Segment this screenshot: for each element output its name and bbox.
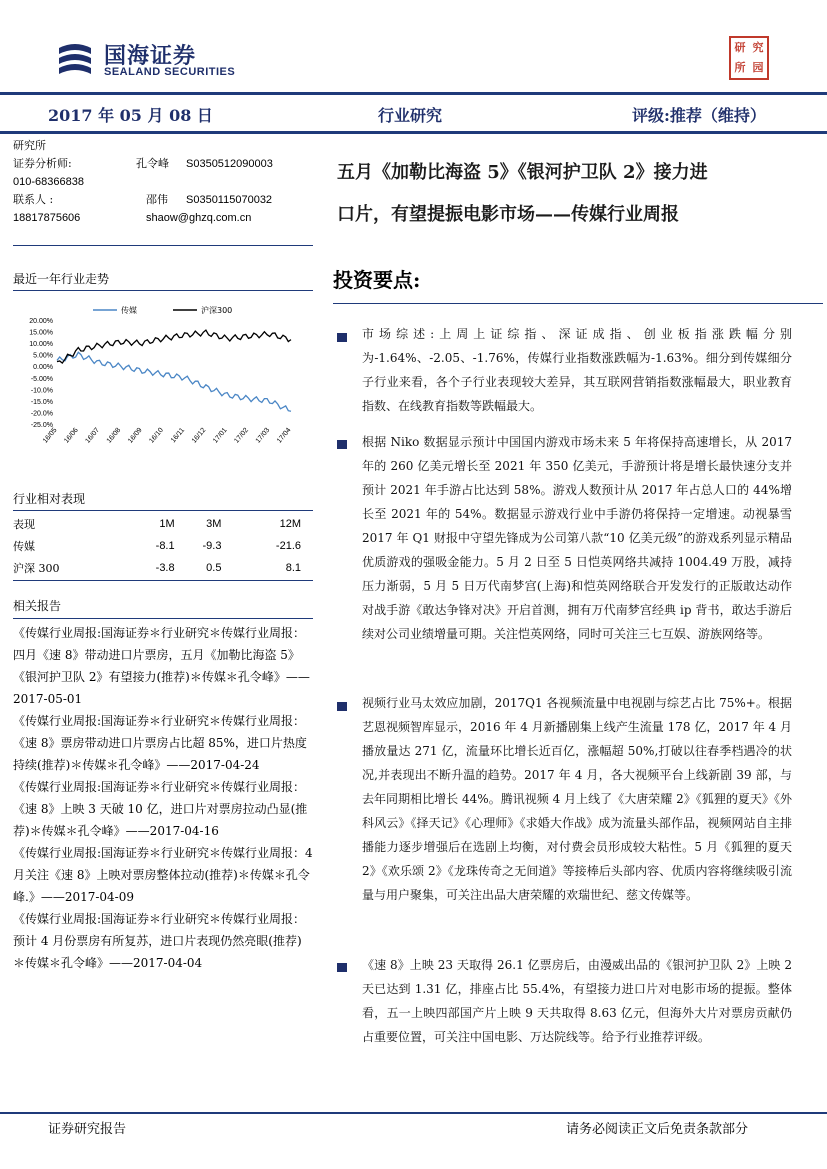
contact-id: S0350115070032 <box>186 194 273 206</box>
sealand-logo-icon <box>55 40 95 80</box>
legend-label: 沪深300 <box>201 306 233 315</box>
table-cell: 0.5 <box>206 562 222 574</box>
divider <box>13 618 313 619</box>
x-tick-label: 16/11 <box>169 426 187 445</box>
divider <box>333 303 823 304</box>
x-tick-label: 16/06 <box>63 426 80 445</box>
table-header: 表现 <box>13 518 35 531</box>
y-tick-label: 5.00% <box>33 352 53 360</box>
brand-name-cn: 国海证券 <box>104 44 197 69</box>
key-point-paragraph: 根据 Niko 数据显示预计中国国内游戏市场未来 5 年将保持高速增长，从 2017 年的 260 亿美元增长至 2021 年 350 亿美元，手游预计将是增长最快速分支并预计 2021 年手游占比达到 58%。游戏人数预计从 2017 年占总人口的 44%增长至 2021 年的 54%。数据显示游戏行业中手游仍将保持一定增速。动视暴雪 2017 年 Q1 财报中守望先锋成为公司第八款“10 亿美元级”的游戏系列显示精品优质游戏的强吸金能力。5 月 2 日至 5 日恺英网络共减持 1004.49 万股，减持压力渐弱，5 月 5 日万代南梦宫(上海)和恺英网络联合开发发行的正版敢达动作对战手游《敢达争锋对决》开启首测，拥有万代南梦宫经典 ip 背书，敢达手游后续对公司业绩增量可期。关注恺英网络，同时可关注三七互娱、游族网络等。 <box>362 435 792 641</box>
y-tick-label: 0.00% <box>33 364 53 372</box>
footer-disclaimer-text: 请务必阅读正文后免责条款部分 <box>566 1122 749 1137</box>
seal-char: 研 <box>734 41 746 54</box>
footer-left-text: 证券研究报告 <box>48 1122 127 1137</box>
table-header: 1M <box>159 518 175 530</box>
contact-email[interactable]: shaow@ghzq.com.cn <box>146 212 252 224</box>
legend-label: 传媒 <box>121 306 137 315</box>
analyst-phone: 010-68366838 <box>13 176 84 188</box>
research-seal-stamp <box>729 36 769 80</box>
research-dept-label: 研究所 <box>13 139 46 152</box>
table-cell: -3.8 <box>155 562 175 574</box>
x-tick-label: 17/02 <box>233 426 250 445</box>
analyst-info <box>13 137 313 227</box>
analyst-id: S0350512090003 <box>186 158 273 170</box>
y-tick-label: 20.00% <box>29 318 53 325</box>
key-points-title: 投资要点: <box>333 268 421 292</box>
table-row <box>13 557 313 579</box>
contact-phone: 18817875606 <box>13 212 81 224</box>
related-report-link[interactable]: 《传媒行业周报:国海证券＊行业研究＊传媒行业周报：4 月关注《速 8》上映对票房整体拉动(推荐)＊传媒＊孔令峰.》——2017-04-09 <box>13 846 313 904</box>
seal-char: 所 <box>734 61 746 74</box>
divider <box>13 580 313 581</box>
analyst-role: 证券分析师: <box>13 157 72 170</box>
y-tick-label: -20.0% <box>30 410 53 418</box>
table-cell: 沪深 300 <box>13 562 60 575</box>
key-point-paragraph: 《速 8》上映 23 天取得 26.1 亿票房后，由漫威出品的《银河护卫队 2》上映 2 天已达到 1.31 亿，排座占比 55.4%，有望接力进口片对电影市场的提振。整体看，五一上映四部国产片上映 9 天共取得 8.63 亿元，但海外大片对票房贡献仍占重要位置，可关注中国电影、万达院线等。给予行业推荐评级。 <box>362 958 792 1044</box>
x-tick-label: 16/07 <box>84 426 102 445</box>
x-tick-label: 17/04 <box>275 426 293 445</box>
bullet-icon <box>337 702 347 711</box>
bullet-icon <box>337 333 347 342</box>
report-date: 2017 年 05 月 08 日 <box>48 106 213 125</box>
footer-divider <box>0 1112 827 1114</box>
brand-name-en: SEALAND SECURITIES <box>104 66 236 78</box>
table-header-row <box>13 513 313 535</box>
report-title-line: 口片，有望提振电影市场——传媒行业周报 <box>337 204 679 225</box>
key-point-paragraph: 视频行业马太效应加剧，2017Q1 各视频流量中电视剧与综艺占比 75%+。根据艺恩视频智库显示，2016 年 4 月新播剧集上线产生流量 178 亿，2017 年 4 月播放量达 271 亿，流量环比增长近百亿，涨幅超 50%,打破以往春季档遇冷的状况,并表现出不断升温的趋势。2017 年 4 月，各大视频平台上线新剧 39 部，与去年同期相比增长 44%。腾讯视频 4 月上线了《大唐荣耀 2》《狐狸的夏天》《外科风云》《择天记》《心理师》《求婚大作战》成为流量头部作品，视频网站自主排播能力逐步增强后在选剧上均衡，对付费会员形成较大粘性。5 月《狐狸的夏天 2》《欢乐颂 2》《龙珠传奇之无间道》等接棒后头部内容、优质内容将继续吸引流量与用户聚集，可关注出品大唐荣耀的欢瑞世纪、慈文传媒等。 <box>362 696 792 902</box>
trend-chart-title: 最近一年行业走势 <box>13 272 110 286</box>
x-tick-label: 16/05 <box>41 426 59 445</box>
series-line-hs300 <box>57 330 291 363</box>
x-tick-label: 16/09 <box>126 426 144 445</box>
table-cell: -9.3 <box>202 540 222 552</box>
table-cell: 8.1 <box>285 562 301 574</box>
y-tick-label: -15.0% <box>30 398 53 406</box>
related-reports-title: 相关报告 <box>13 599 62 613</box>
seal-char: 究 <box>752 41 764 54</box>
key-point-paragraph: 市场综述:上周上证综指、深证成指、创业板指涨跌幅分别为-1.64%、-2.05、-1.76%，传媒行业指数涨跌幅为-1.63%。细分到传媒细分子行业来看，各个子行业表现较大差异，其互联网营销指数涨幅最大，职业教育指数、在线教育指数等跌幅最大。 <box>362 327 792 413</box>
divider <box>13 290 313 291</box>
relative-performance-title: 行业相对表现 <box>13 492 86 506</box>
table-header: 12M <box>279 518 301 530</box>
x-tick-label: 17/03 <box>254 426 272 445</box>
y-tick-label: -10.0% <box>30 387 53 395</box>
y-tick-label: -25.0% <box>30 422 53 429</box>
contact-role: 联系人 : <box>13 193 54 206</box>
table-header: 3M <box>206 518 222 530</box>
report-rating: 评级:推荐（维持） <box>632 106 766 125</box>
related-report-link[interactable]: 《传媒行业周报:国海证券＊行业研究＊传媒行业周报：预计 4 月份票房有所复苏，进口片表现仍然亮眼(推荐)＊传媒＊孔令峰》——2017-04-04 <box>13 912 306 970</box>
report-category: 行业研究 <box>378 106 443 125</box>
x-tick-label: 16/10 <box>148 426 165 445</box>
related-reports-list <box>13 622 313 974</box>
x-tick-label: 16/12 <box>190 426 208 445</box>
series-line-media <box>57 352 291 411</box>
y-tick-label: -5.00% <box>30 375 53 383</box>
relative-performance-table <box>13 513 313 579</box>
related-report-link[interactable]: 《传媒行业周报:国海证券＊行业研究＊传媒行业周报：《速 8》票房带动进口片票房占比超 85%，进口片热度持续(推荐)＊传媒＊孔令峰》——2017-04-24 <box>13 714 307 772</box>
analyst-name: 孔令峰 <box>136 157 169 170</box>
y-tick-label: 10.00% <box>29 341 53 349</box>
x-tick-label: 16/08 <box>105 426 123 445</box>
bullet-icon <box>337 963 347 972</box>
related-report-link[interactable]: 《传媒行业周报:国海证券＊行业研究＊传媒行业周报：四月《速 8》带动进口片票房，五月《加勒比海盗 5》《银河护卫队 2》有望接力(推荐)＊传媒＊孔令峰》——2017-05-01 <box>13 626 310 706</box>
table-cell: -8.1 <box>155 540 175 552</box>
y-tick-label: 15.00% <box>29 329 53 337</box>
table-cell: 传媒 <box>13 540 35 553</box>
divider <box>13 245 313 246</box>
report-title-line: 五月《加勒比海盗 5》《银河护卫队 2》接力进 <box>337 162 708 183</box>
x-tick-label: 17/01 <box>212 426 229 445</box>
report-title <box>337 152 807 236</box>
bullet-icon <box>337 440 347 449</box>
table-cell: -21.6 <box>275 540 301 552</box>
related-report-link[interactable]: 《传媒行业周报:国海证券＊行业研究＊传媒行业周报：《速 8》上映 3 天破 10 亿，进口片对票房拉动凸显(推荐)＊传媒＊孔令峰》——2017-04-16 <box>13 780 308 838</box>
contact-name: 邵伟 <box>146 193 168 206</box>
industry-trend-chart <box>13 302 303 452</box>
seal-char: 园 <box>752 61 764 74</box>
divider <box>13 510 313 511</box>
table-row <box>13 535 313 557</box>
